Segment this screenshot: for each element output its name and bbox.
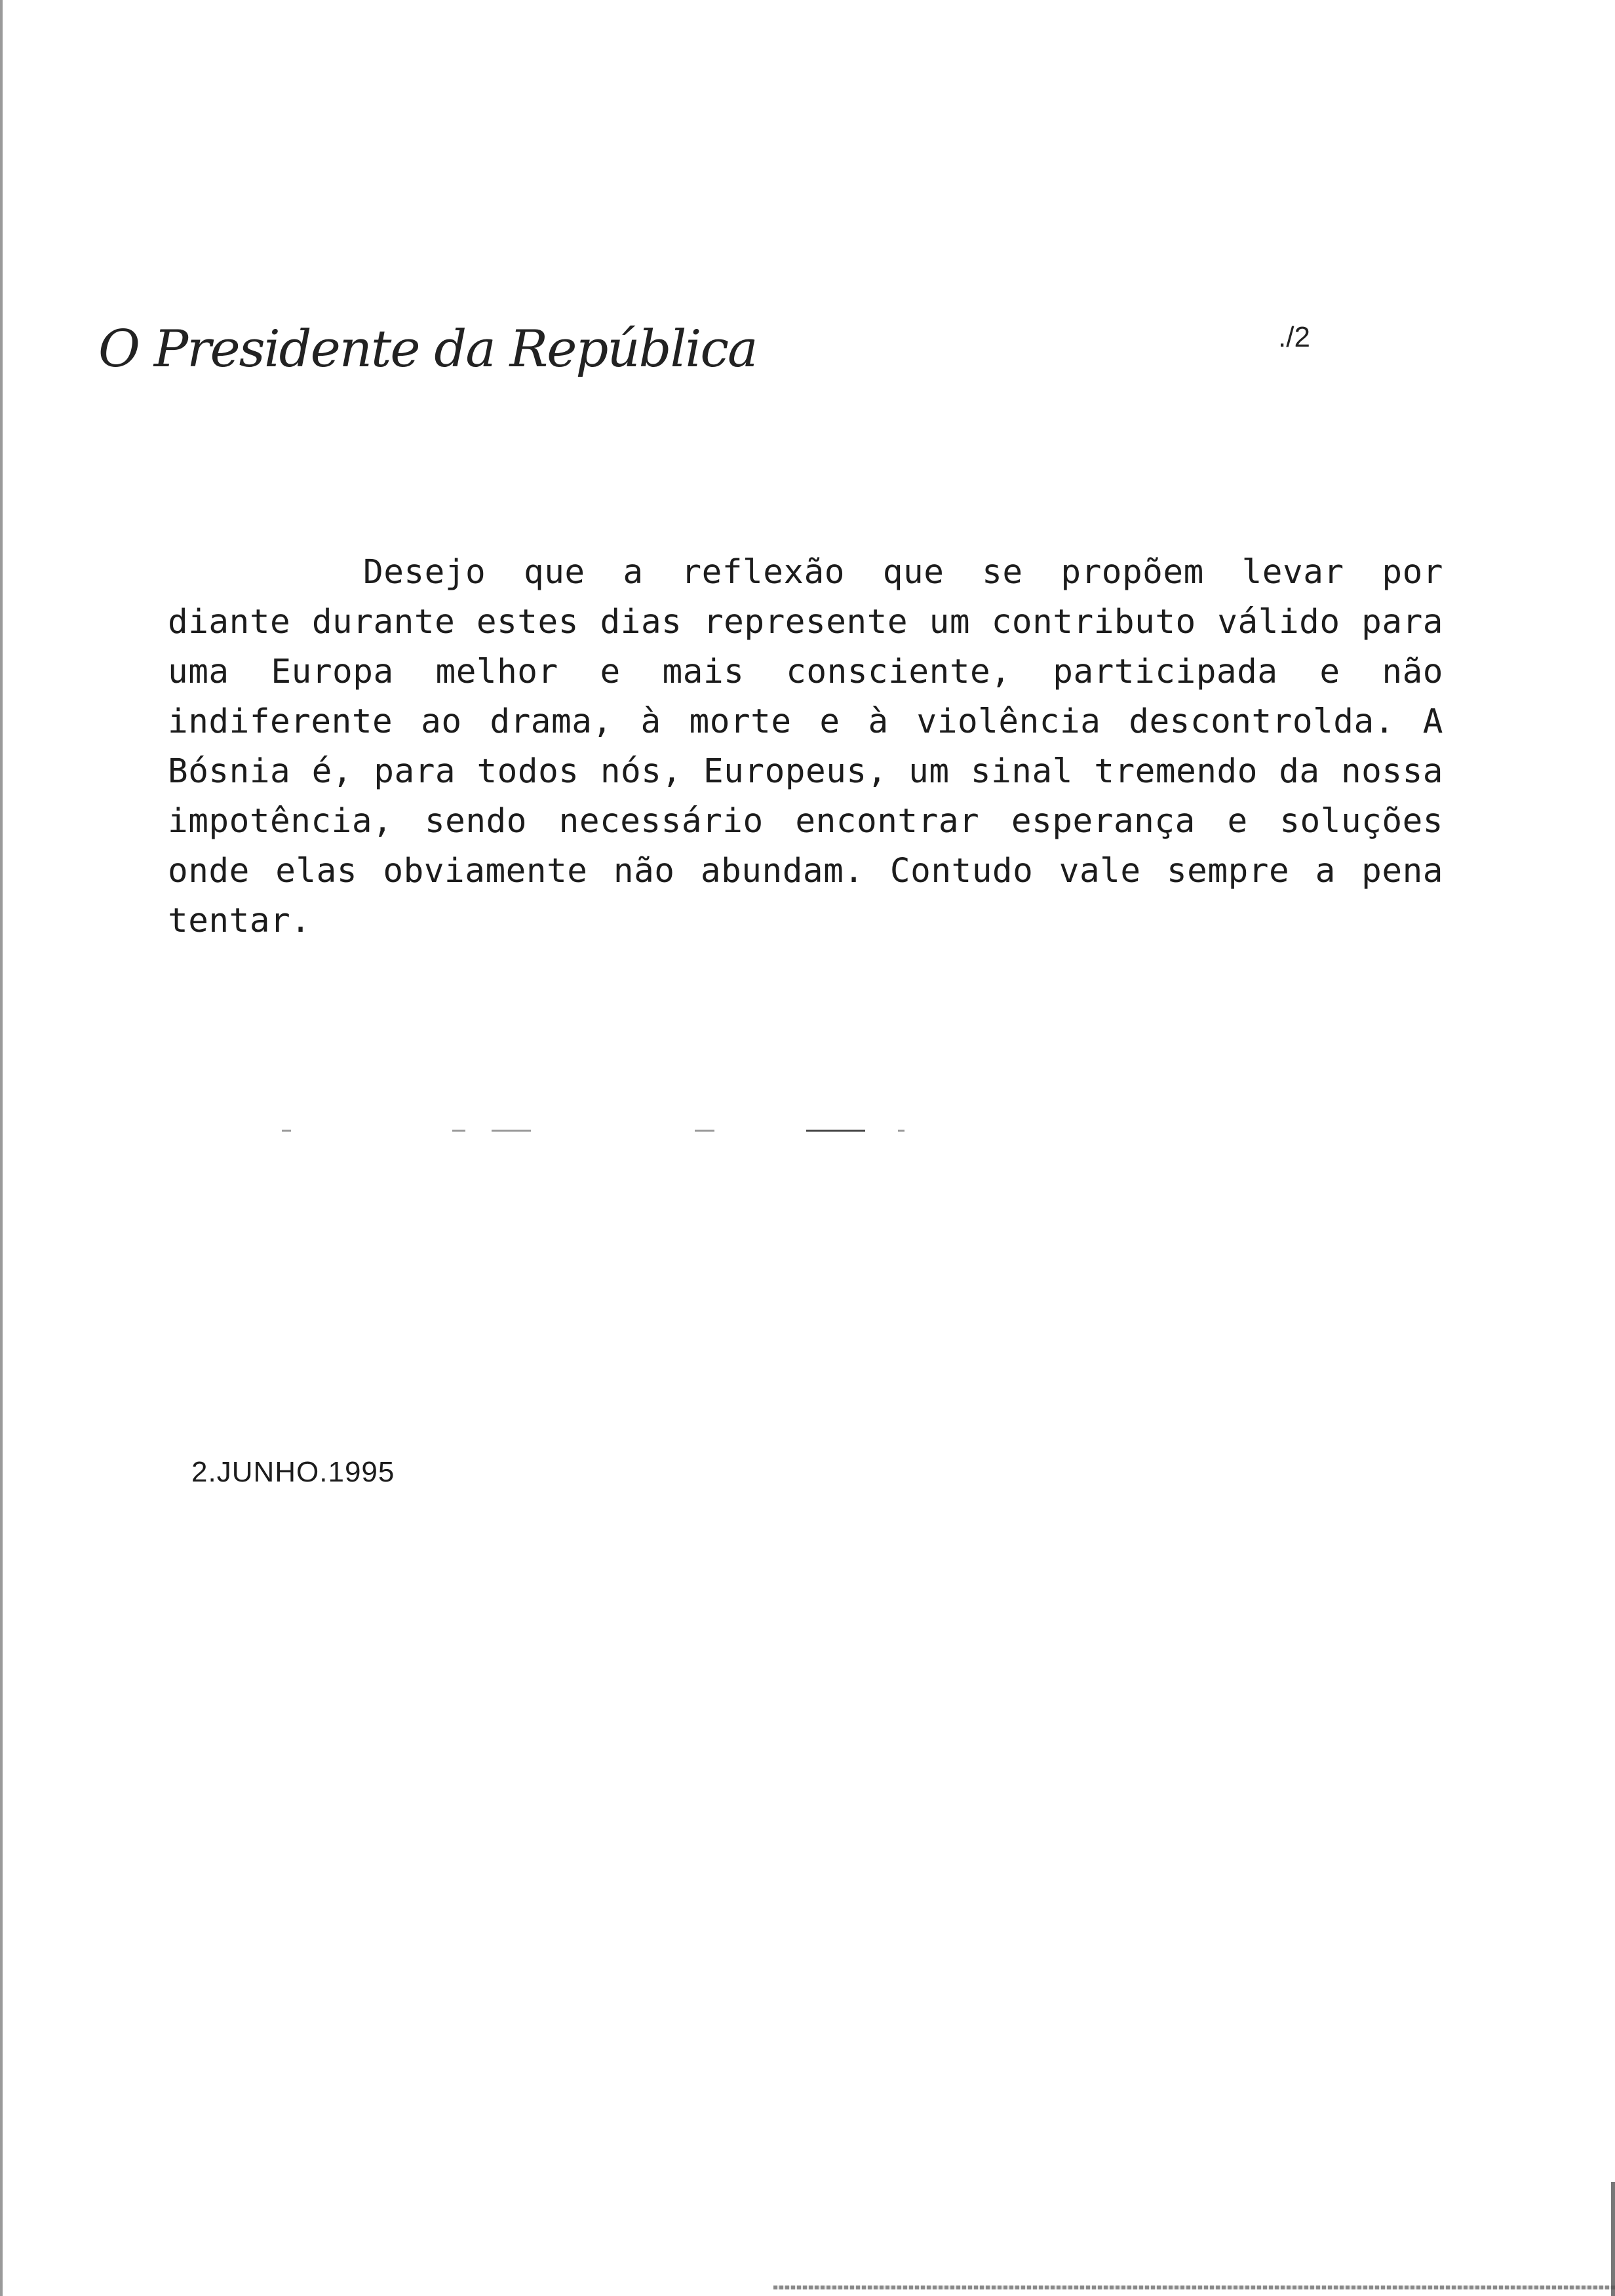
scan-specks xyxy=(197,1127,1114,1135)
page-number: ./2 xyxy=(1278,321,1310,353)
speck xyxy=(492,1130,531,1132)
scan-right-edge xyxy=(1611,2182,1615,2296)
speck xyxy=(806,1130,865,1132)
speck xyxy=(898,1130,905,1132)
speck xyxy=(695,1130,714,1132)
scan-bottom-artifact xyxy=(773,2286,1615,2289)
speck xyxy=(282,1130,291,1132)
scan-left-edge xyxy=(0,0,3,2296)
letter-date: 2.JUNHO.1995 xyxy=(191,1456,395,1488)
letterhead-title: O Presidente da República xyxy=(98,320,757,379)
letter-body-paragraph: Desejo que a reflexão que se propõem levar por diante durante estes dias represente um contributo válido para uma Europa melhor e mais consciente, participada e não indiferente ao drama, à morte e à violência descontrolda. A Bósnia é, para todos nós, Europeus, um sinal tremendo da nossa impotência, sendo necessário encontrar esperança e soluções onde elas obviamente não abundam. Contudo vale sempre a pena tentar. xyxy=(168,553,1443,940)
speck xyxy=(452,1130,465,1132)
